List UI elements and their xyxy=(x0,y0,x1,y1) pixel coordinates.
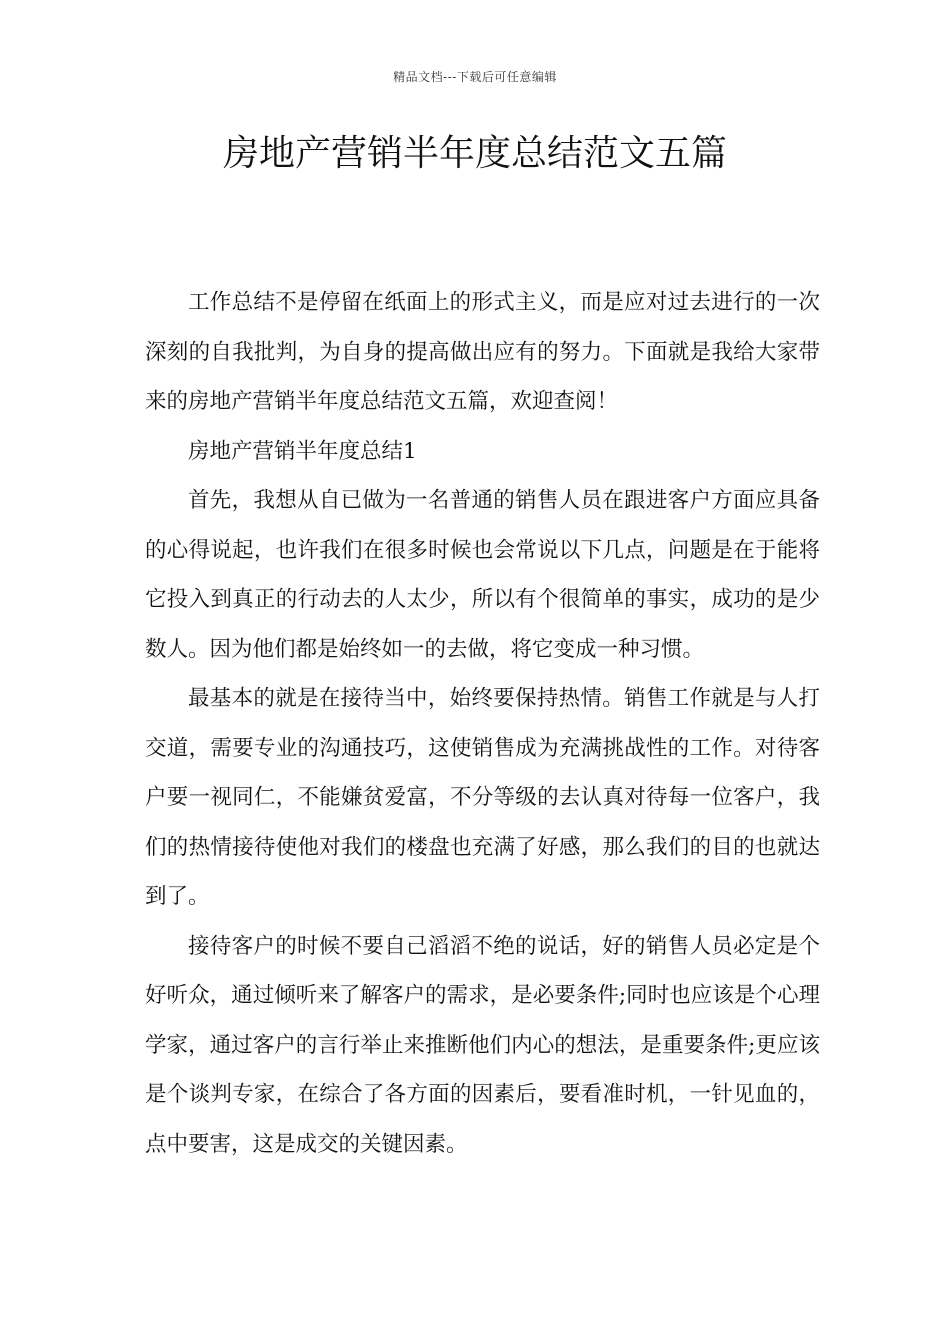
paragraph: 接待客户的时候不要自己滔滔不绝的说话，好的销售人员必定是个好听众，通过倾听来了解客户的需求，是必要条件;同时也应该是个心理学家，通过客户的言行举止来推断他们内心的想法，是重要条件;更应该是个谈判专家，在综合了各方面的因素后，要看准时机，一针见血的，点中要害，这是成交的关键因素。 xyxy=(145,933,820,1157)
header-note: 精品文档---下载后可任意编辑 xyxy=(393,70,557,84)
paragraph-intro: 工作总结不是停留在纸面上的形式主义，而是应对过去进行的一次深刻的自我批判，为自身的提高做出应有的努力。下面就是我给大家带来的房地产营销半年度总结范文五篇，欢迎查阅！ xyxy=(145,290,820,414)
section-heading: 房地产营销半年度总结1 xyxy=(188,438,417,464)
document-body xyxy=(145,278,820,1169)
paragraph: 最基本的就是在接待当中，始终要保持热情。销售工作就是与人打交道，需要专业的沟通技巧，这使销售成为充满挑战性的工作。对待客户要一视同仁，不能嫌贫爱富，不分等级的去认真对待每一位客户，我们的热情接待使他对我们的楼盘也充满了好感，那么我们的目的也就达到了。 xyxy=(145,686,820,909)
document-title: 房地产营销半年度总结范文五篇 xyxy=(222,133,727,174)
paragraph: 首先，我想从自已做为一名普通的销售人员在跟进客户方面应具备的心得说起，也许我们在很多时候也会常说以下几点，问题是在于能将它投入到真正的行动去的人太少，所以有个很简单的事实，成功的是少数人。因为他们都是始终如一的去做，将它变成一种习惯。 xyxy=(145,488,820,662)
